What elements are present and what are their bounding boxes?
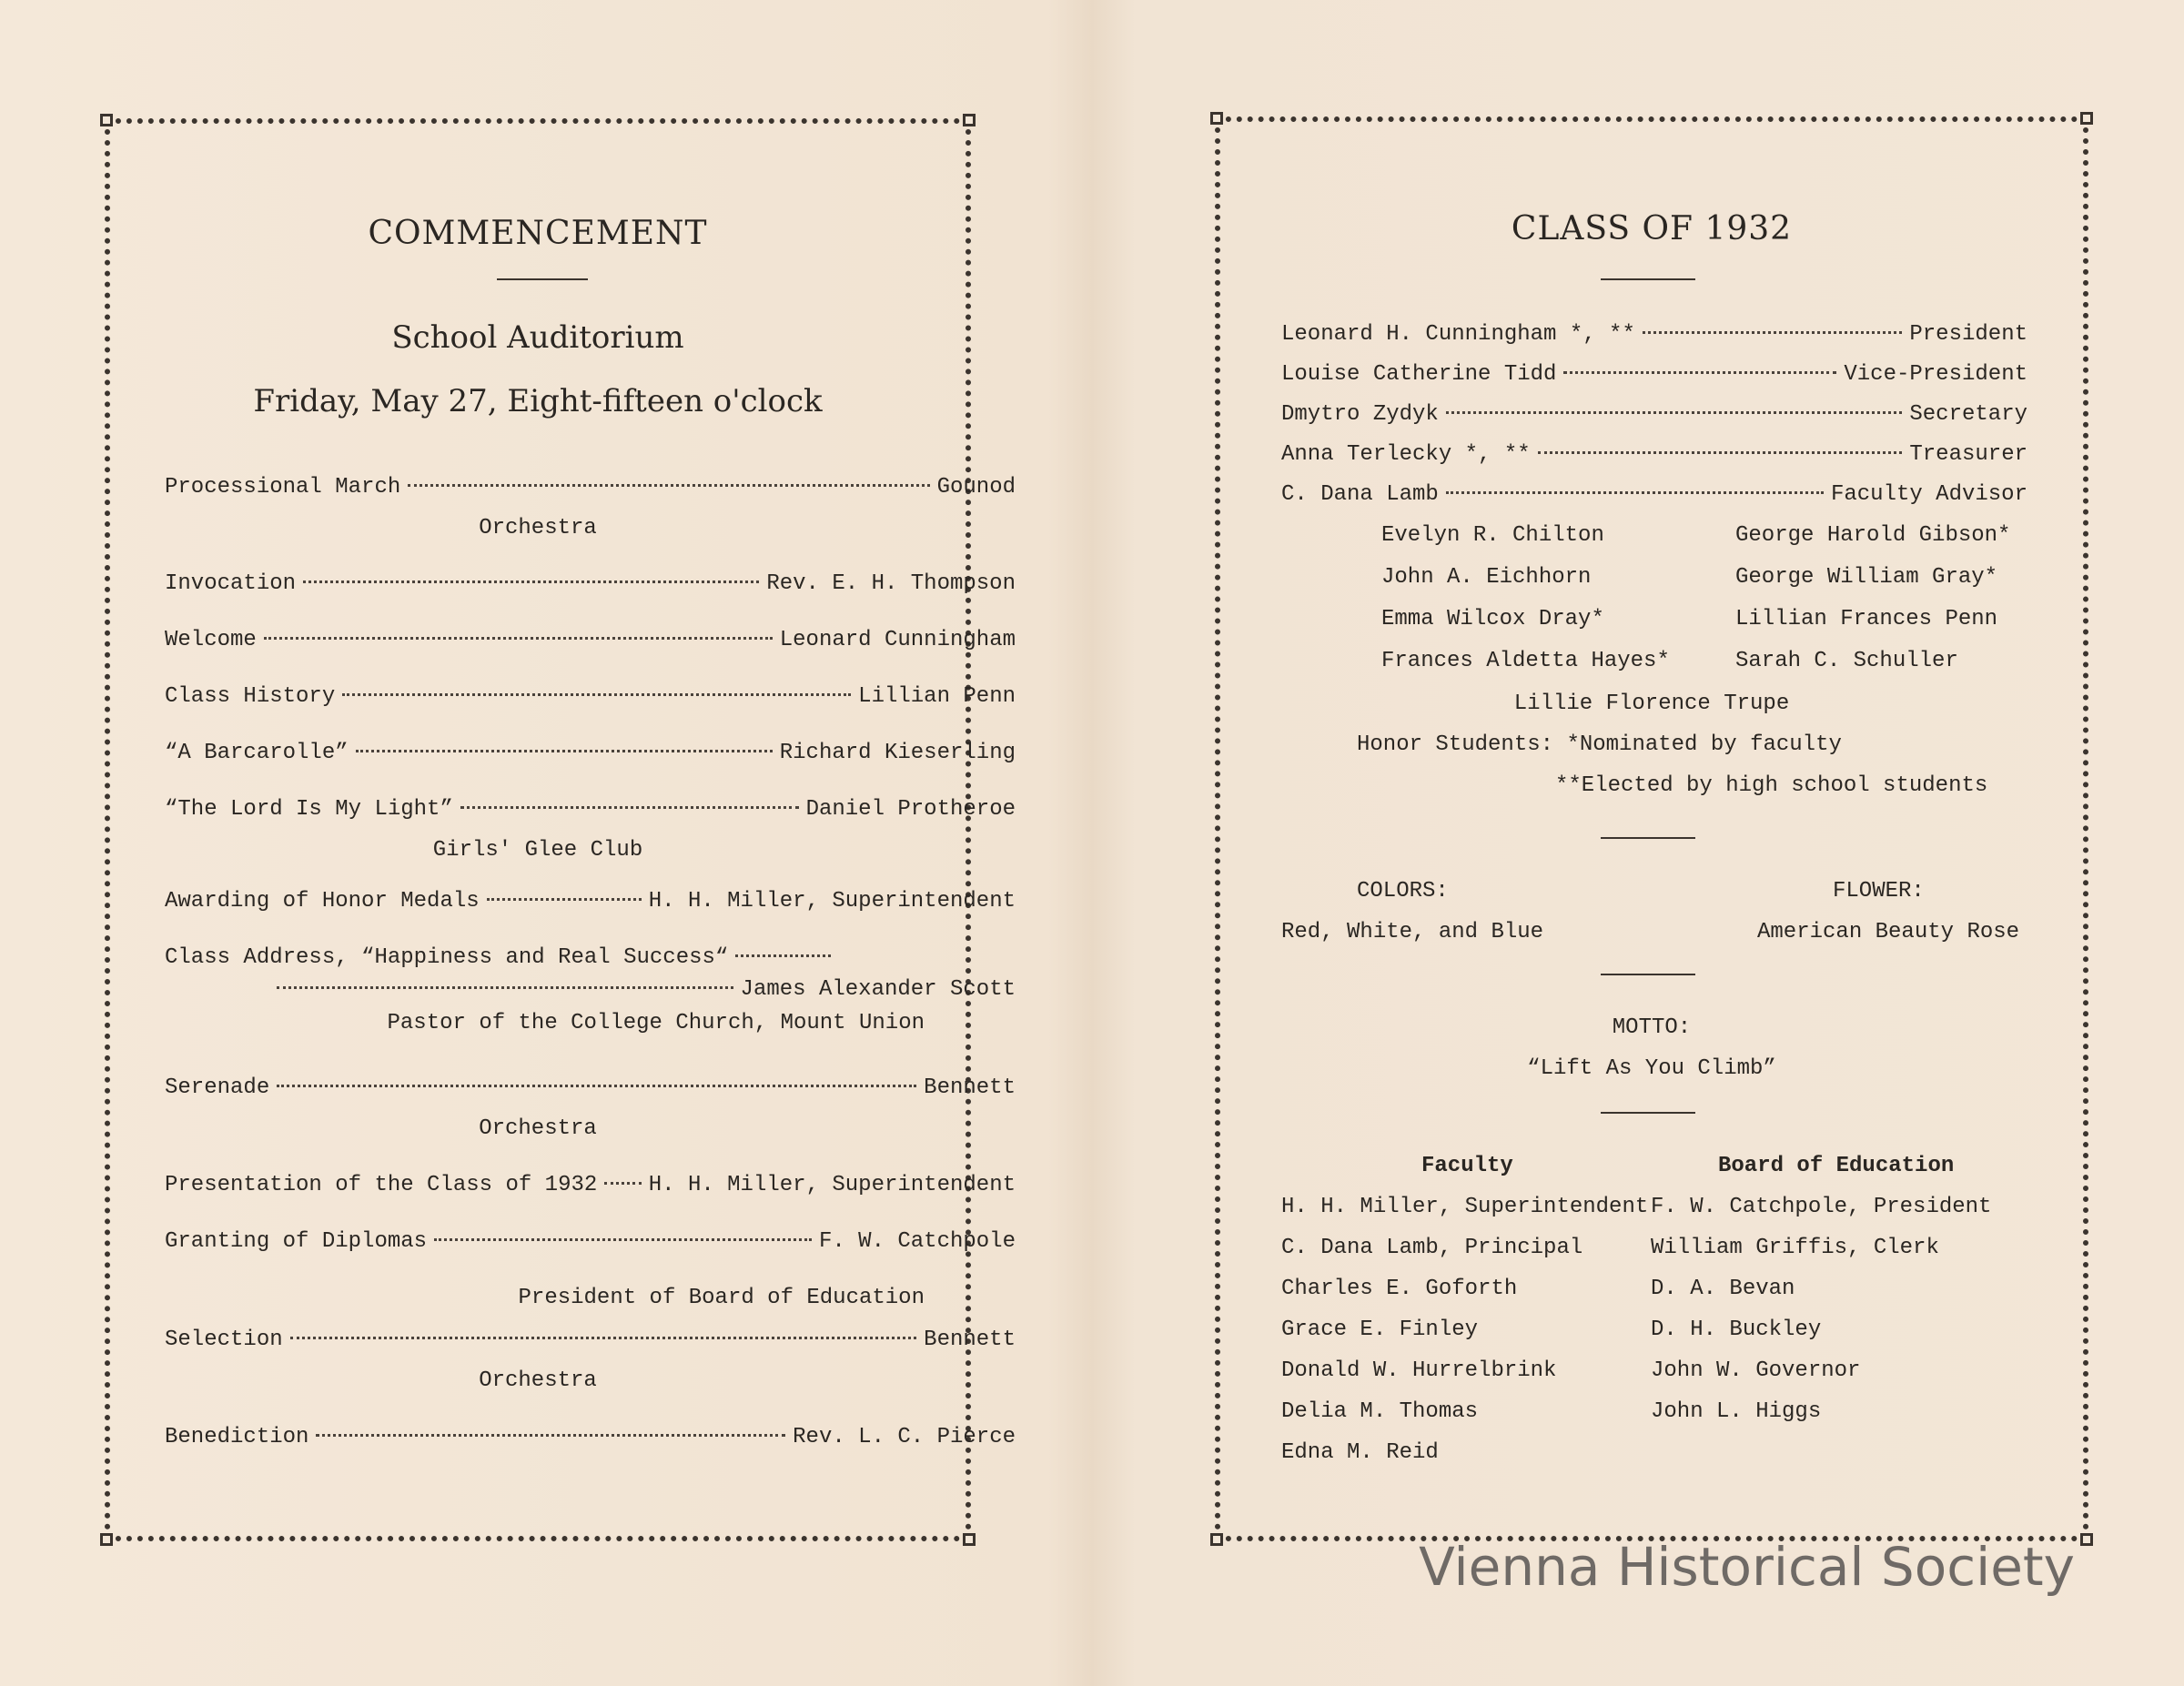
class-title-rule [1601, 278, 1695, 280]
officer-row [1281, 482, 2027, 507]
officer-row [1281, 362, 2027, 387]
program-item [165, 741, 1016, 765]
program-item [165, 1229, 1016, 1254]
program-item-value: H. H. Miller, Superintendent [648, 889, 1016, 914]
board-member: D. H. Buckley [1651, 1318, 1822, 1342]
program-item [165, 945, 838, 970]
program-item [165, 1328, 1016, 1352]
program-item-label: Selection [165, 1328, 283, 1352]
program-sub-right: President of Board of Education [518, 1286, 925, 1310]
faculty-member: Charles E. Goforth [1281, 1277, 1518, 1301]
member-name: Sarah C. Schuller [1735, 649, 1958, 673]
member-name: George Harold Gibson* [1735, 523, 2011, 548]
program-item [165, 571, 1016, 596]
program-item [165, 889, 1016, 914]
program-item-label: Awarding of Honor Medals [165, 889, 480, 914]
dot-leader [264, 637, 773, 640]
dot-leader [356, 750, 773, 752]
title-rule [497, 278, 588, 280]
dot-leader [277, 1085, 916, 1087]
commencement-panel [105, 118, 1016, 1541]
program-item [165, 797, 1016, 822]
program-sub: Orchestra [479, 1368, 597, 1393]
watermark: Vienna Historical Society [1419, 1536, 2075, 1598]
program-item [269, 977, 1016, 1002]
colors-label: COLORS: [1357, 879, 1449, 904]
program-item-label: “A Barcarolle” [165, 741, 349, 765]
dot-leader [460, 806, 799, 809]
program-item [165, 475, 1016, 500]
faculty-member: Donald W. Hurrelbrink [1281, 1358, 1557, 1383]
program-item-value: James Alexander Scott [740, 977, 1016, 1002]
faculty-member: Delia M. Thomas [1281, 1399, 1479, 1424]
motto-label: MOTTO: [1612, 1015, 1692, 1040]
dot-leader [1563, 371, 1836, 374]
program-item-label: Benediction [165, 1425, 309, 1449]
colors-value: Red, White, and Blue [1281, 920, 1544, 944]
program-item [165, 1173, 1016, 1197]
program-sub-right: Pastor of the College Church, Mount Union [387, 1011, 925, 1035]
dot-leader [342, 693, 851, 696]
faculty-member: C. Dana Lamb, Principal [1281, 1236, 1583, 1260]
dot-leader [1446, 491, 1824, 494]
officer-row-label: Louise Catherine Tidd [1281, 362, 1557, 387]
officer-row-value: Secretary [1909, 402, 2027, 427]
dot-leader [303, 581, 759, 583]
program-item-label: Class Address, “Happiness and Real Success“ [165, 945, 729, 970]
program-sub: Orchestra [479, 516, 597, 540]
member-name: George William Gray* [1735, 565, 1998, 590]
dot-leader [487, 898, 642, 901]
program-item [165, 1425, 1016, 1449]
program-item [165, 1075, 1016, 1100]
officer-row-value: Treasurer [1909, 442, 2027, 467]
program-item-label: Class History [165, 684, 336, 709]
program-item-label: Granting of Diplomas [165, 1229, 428, 1254]
program-item-value: Gounod [936, 475, 1016, 500]
dot-leader [316, 1434, 785, 1437]
honor-label: Honor Students: *Nominated by faculty [1357, 732, 1842, 757]
program-item-label: Serenade [165, 1075, 270, 1100]
dot-leader [1446, 411, 1903, 414]
officer-row-label: C. Dana Lamb [1281, 482, 1439, 507]
program-item-value: Lillian Penn [858, 684, 1016, 709]
dot-leader [408, 484, 929, 487]
venue: School Auditorium [391, 319, 684, 356]
officer-row-value: Faculty Advisor [1830, 482, 2027, 507]
officer-row [1281, 442, 2027, 467]
motto-value: “Lift As You Climb” [1527, 1056, 1776, 1081]
class-title: CLASS OF 1932 [1511, 210, 1793, 247]
faculty-member: Grace E. Finley [1281, 1318, 1479, 1342]
honor-note: **Elected by high school students [1555, 773, 1988, 798]
member-name: Evelyn R. Chilton [1381, 523, 1604, 548]
program-item-value: Rev. E. H. Thompson [766, 571, 1016, 596]
program-item-label: Processional March [165, 475, 401, 500]
board-member: D. A. Bevan [1651, 1277, 1795, 1301]
program-item-value: Richard Kieserling [779, 741, 1016, 765]
date-line: Friday, May 27, Eight-fifteen o'clock [253, 383, 823, 419]
rule-colors [1601, 837, 1695, 839]
officer-row-value: President [1909, 322, 2027, 347]
program-item-label: Invocation [165, 571, 297, 596]
dot-leader [735, 954, 831, 957]
commencement-title: COMMENCEMENT [368, 215, 708, 252]
member-center: Lillie Florence Trupe [1513, 692, 1790, 716]
program-item-label: Welcome [165, 628, 257, 652]
program-item-label: Presentation of the Class of 1932 [165, 1173, 598, 1197]
program-item-value: Bennett [924, 1328, 1016, 1352]
faculty-member: H. H. Miller, Superintendent [1281, 1195, 1649, 1219]
board-member: John L. Higgs [1651, 1399, 1822, 1424]
program-sub: Girls' Glee Club [432, 838, 643, 863]
program-item-value: Bennett [924, 1075, 1016, 1100]
dot-leader [1643, 331, 1903, 334]
program-item-value: Rev. L. C. Pierce [793, 1425, 1016, 1449]
program-item-value: Daniel Protheroe [805, 797, 1016, 822]
member-name: Lillian Frances Penn [1735, 607, 1998, 631]
member-name: Frances Aldetta Hayes* [1381, 649, 1670, 673]
dot-leader [604, 1182, 641, 1185]
program-item [165, 628, 1016, 652]
member-name: Emma Wilcox Dray* [1381, 607, 1604, 631]
program-sub: Orchestra [479, 1116, 597, 1141]
member-name: John A. Eichhorn [1381, 565, 1592, 590]
officer-row-label: Anna Terlecky *, ** [1281, 442, 1531, 467]
dot-leader [277, 986, 733, 989]
rule-motto [1601, 974, 1695, 975]
officer-row-label: Leonard H. Cunningham *, ** [1281, 322, 1635, 347]
board-heading: Board of Education [1718, 1154, 1955, 1178]
flower-label: FLOWER: [1833, 879, 1925, 904]
officer-row-value: Vice-President [1844, 362, 2027, 387]
dot-leader [434, 1238, 812, 1241]
board-member: William Griffis, Clerk [1651, 1236, 1939, 1260]
officer-row-label: Dmytro Zydyk [1281, 402, 1439, 427]
officer-row [1281, 402, 2027, 427]
faculty-member: Edna M. Reid [1281, 1440, 1439, 1465]
program-item-value: F. W. Catchpole [818, 1229, 1016, 1254]
officer-row [1281, 322, 2027, 347]
program-item [165, 684, 1016, 709]
program-item-value: Leonard Cunningham [779, 628, 1016, 652]
program-item-label: “The Lord Is My Light” [165, 797, 453, 822]
flower-value: American Beauty Rose [1757, 920, 2020, 944]
rule-faculty [1601, 1112, 1695, 1114]
dot-leader [1538, 451, 1903, 454]
faculty-heading: Faculty [1421, 1154, 1513, 1178]
board-member: F. W. Catchpole, President [1651, 1195, 1992, 1219]
board-member: John W. Governor [1651, 1358, 1861, 1383]
program-item-value: H. H. Miller, Superintendent [648, 1173, 1016, 1197]
class-panel [1215, 116, 2088, 1541]
dot-leader [290, 1337, 917, 1339]
